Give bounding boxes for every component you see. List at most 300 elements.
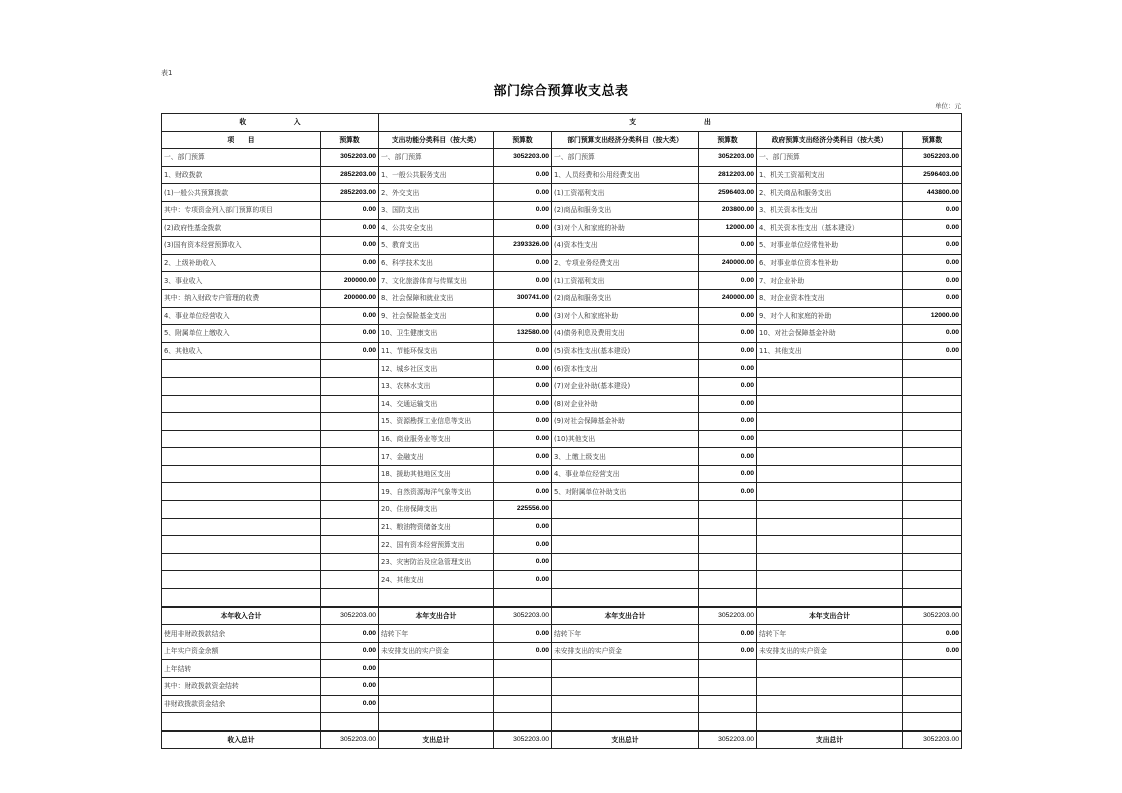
- function-amount: [494, 713, 552, 731]
- total-label: 收入总计: [162, 731, 321, 749]
- dept-econ-item: [552, 536, 699, 554]
- income-amount: [321, 589, 379, 607]
- function-amount: 0.00: [494, 377, 552, 395]
- function-amount: 0.00: [494, 553, 552, 571]
- dept-econ-item: (5)资本性支出(基本建设): [552, 342, 699, 360]
- table-row: [162, 342, 962, 360]
- gov-econ-item: 4、机关资本性支出（基本建设）: [757, 219, 903, 237]
- function-amount: 0.00: [494, 254, 552, 272]
- dept-econ-item: (7)对企业补助(基本建设): [552, 377, 699, 395]
- dept-econ-amount: [699, 536, 757, 554]
- dept-econ-amount: 0.00: [699, 360, 757, 378]
- income-amount: 200000.00: [321, 272, 379, 290]
- function-item: 24、其他支出: [379, 571, 494, 589]
- dept-econ-amount: 12000.00: [699, 219, 757, 237]
- column-header: 预算数: [699, 131, 757, 149]
- gov-econ-amount: 0.00: [903, 625, 962, 643]
- table-row: [162, 413, 962, 431]
- gov-econ-item: 3、机关资本性支出: [757, 201, 903, 219]
- function-amount: 0.00: [494, 184, 552, 202]
- gov-econ-item: [757, 518, 903, 536]
- table-row: [162, 625, 962, 643]
- function-amount: [494, 695, 552, 713]
- income-amount: [321, 536, 379, 554]
- table-row: [162, 589, 962, 607]
- table-row: [162, 642, 962, 660]
- income-amount: 0.00: [321, 642, 379, 660]
- income-amount: [321, 430, 379, 448]
- function-amount: 0.00: [494, 448, 552, 466]
- dept-econ-amount: 0.00: [699, 465, 757, 483]
- dept-econ-amount: 0.00: [699, 272, 757, 290]
- column-header: 项 目: [162, 131, 321, 149]
- dept-econ-item: [552, 589, 699, 607]
- income-item: (1)一般公共预算拨款: [162, 184, 321, 202]
- function-item: 20、住房保障支出: [379, 501, 494, 519]
- income-item: [162, 589, 321, 607]
- gov-econ-amount: [903, 501, 962, 519]
- income-amount: [321, 413, 379, 431]
- gov-econ-amount: [903, 589, 962, 607]
- income-amount: 0.00: [321, 678, 379, 696]
- gov-econ-amount: 0.00: [903, 642, 962, 660]
- gov-econ-amount: [903, 483, 962, 501]
- total-amount: 3052203.00: [321, 731, 379, 749]
- gov-econ-item: [757, 413, 903, 431]
- total-amount: 3052203.00: [699, 607, 757, 625]
- function-item: 18、援助其他地区支出: [379, 465, 494, 483]
- function-item: [379, 695, 494, 713]
- gov-econ-amount: 0.00: [903, 201, 962, 219]
- income-item: 非财政拨款资金结余: [162, 695, 321, 713]
- income-amount: [321, 448, 379, 466]
- function-amount: 3052203.00: [494, 149, 552, 167]
- dept-econ-item: 3、上缴上级支出: [552, 448, 699, 466]
- dept-econ-amount: 0.00: [699, 395, 757, 413]
- function-amount: [494, 660, 552, 678]
- income-amount: 0.00: [321, 307, 379, 325]
- gov-econ-item: [757, 430, 903, 448]
- dept-econ-amount: [699, 678, 757, 696]
- dept-econ-amount: 0.00: [699, 642, 757, 660]
- function-amount: 2393326.00: [494, 237, 552, 255]
- function-amount: 225556.00: [494, 501, 552, 519]
- income-item: [162, 553, 321, 571]
- income-amount: [321, 501, 379, 519]
- income-amount: [321, 713, 379, 731]
- dept-econ-item: (9)对社会保障基金补助: [552, 413, 699, 431]
- dept-econ-amount: 203800.00: [699, 201, 757, 219]
- gov-econ-amount: [903, 678, 962, 696]
- dept-econ-item: [552, 571, 699, 589]
- income-amount: 0.00: [321, 660, 379, 678]
- gov-econ-amount: [903, 413, 962, 431]
- column-header: 预算数: [321, 131, 379, 149]
- gov-econ-amount: 0.00: [903, 325, 962, 343]
- gov-econ-item: [757, 695, 903, 713]
- dept-econ-item: (3)对个人和家庭补助: [552, 307, 699, 325]
- gov-econ-amount: [903, 465, 962, 483]
- gov-econ-item: [757, 360, 903, 378]
- function-item: 一、部门预算: [379, 149, 494, 167]
- function-item: 8、社会保障和就业支出: [379, 289, 494, 307]
- function-item: 17、金融支出: [379, 448, 494, 466]
- gov-econ-item: 8、对企业资本性支出: [757, 289, 903, 307]
- income-amount: [321, 553, 379, 571]
- income-item: [162, 713, 321, 731]
- function-amount: 0.00: [494, 571, 552, 589]
- dept-econ-amount: 240000.00: [699, 254, 757, 272]
- dept-econ-amount: [699, 695, 757, 713]
- table-row: [162, 149, 962, 167]
- function-amount: 0.00: [494, 642, 552, 660]
- table-row: [162, 307, 962, 325]
- dept-econ-item: [552, 660, 699, 678]
- function-item: 23、灾害防治及应急管理支出: [379, 553, 494, 571]
- total-amount: 3052203.00: [699, 731, 757, 749]
- gov-econ-amount: [903, 448, 962, 466]
- dept-econ-amount: 240000.00: [699, 289, 757, 307]
- function-item: 2、外交支出: [379, 184, 494, 202]
- income-item: (3)国有资本经营预算收入: [162, 237, 321, 255]
- function-item: [379, 713, 494, 731]
- function-amount: 300741.00: [494, 289, 552, 307]
- dept-econ-item: [552, 713, 699, 731]
- income-item: 其中：纳入财政专户管理的收费: [162, 289, 321, 307]
- table-row: [162, 430, 962, 448]
- table-row: [162, 678, 962, 696]
- expense-section-header: 支 出: [379, 114, 962, 132]
- function-item: [379, 660, 494, 678]
- dept-econ-item: [552, 518, 699, 536]
- dept-econ-item: 4、事业单位经营支出: [552, 465, 699, 483]
- function-item: 15、资源勘探工业信息等支出: [379, 413, 494, 431]
- income-item: 2、上级补助收入: [162, 254, 321, 272]
- dept-econ-item: (1)工资福利支出: [552, 272, 699, 290]
- dept-econ-amount: 0.00: [699, 448, 757, 466]
- gov-econ-amount: [903, 713, 962, 731]
- income-item: (2)政府性基金拨款: [162, 219, 321, 237]
- gov-econ-amount: [903, 536, 962, 554]
- function-item: 12、城乡社区支出: [379, 360, 494, 378]
- dept-econ-amount: 0.00: [699, 430, 757, 448]
- income-amount: 0.00: [321, 201, 379, 219]
- gov-econ-item: 11、其他支出: [757, 342, 903, 360]
- dept-econ-amount: 0.00: [699, 625, 757, 643]
- dept-econ-amount: 0.00: [699, 377, 757, 395]
- income-amount: 200000.00: [321, 289, 379, 307]
- income-item: 5、附属单位上缴收入: [162, 325, 321, 343]
- gov-econ-amount: [903, 660, 962, 678]
- income-amount: 0.00: [321, 342, 379, 360]
- gov-econ-item: 6、对事业单位资本性补助: [757, 254, 903, 272]
- function-item: 21、粮油物资储备支出: [379, 518, 494, 536]
- dept-econ-item: (10)其他支出: [552, 430, 699, 448]
- table-row: [162, 272, 962, 290]
- year-total-row: [162, 607, 962, 625]
- income-item: 使用非财政拨款结余: [162, 625, 321, 643]
- total-amount: 3052203.00: [903, 607, 962, 625]
- function-item: 5、教育支出: [379, 237, 494, 255]
- income-item: [162, 360, 321, 378]
- income-item: 其中：财政拨款资金结转: [162, 678, 321, 696]
- gov-econ-item: [757, 465, 903, 483]
- dept-econ-item: [552, 678, 699, 696]
- function-item: [379, 589, 494, 607]
- income-item: 上年实户资金余额: [162, 642, 321, 660]
- income-item: [162, 395, 321, 413]
- grand-total-row: [162, 731, 962, 749]
- total-amount: 3052203.00: [903, 731, 962, 749]
- income-item: [162, 448, 321, 466]
- dept-econ-amount: [699, 713, 757, 731]
- income-amount: [321, 395, 379, 413]
- income-item: [162, 501, 321, 519]
- income-item: [162, 430, 321, 448]
- function-amount: 0.00: [494, 272, 552, 290]
- income-item: 上年结转: [162, 660, 321, 678]
- function-amount: [494, 589, 552, 607]
- function-amount: 132580.00: [494, 325, 552, 343]
- income-amount: [321, 465, 379, 483]
- dept-econ-amount: 3052203.00: [699, 149, 757, 167]
- table-row: [162, 695, 962, 713]
- income-amount: 2852203.00: [321, 184, 379, 202]
- function-amount: 0.00: [494, 625, 552, 643]
- dept-econ-amount: 2596403.00: [699, 184, 757, 202]
- total-amount: 3052203.00: [321, 607, 379, 625]
- income-item: 一、部门预算: [162, 149, 321, 167]
- function-item: 6、科学技术支出: [379, 254, 494, 272]
- income-item: [162, 465, 321, 483]
- income-item: 1、财政拨款: [162, 166, 321, 184]
- function-item: 7、文化旅游体育与传媒支出: [379, 272, 494, 290]
- table-row: [162, 536, 962, 554]
- gov-econ-item: [757, 395, 903, 413]
- function-amount: 0.00: [494, 395, 552, 413]
- income-amount: [321, 377, 379, 395]
- income-item: [162, 377, 321, 395]
- dept-econ-item: [552, 695, 699, 713]
- dept-econ-item: (2)商品和服务支出: [552, 201, 699, 219]
- income-amount: [321, 518, 379, 536]
- total-label: 本年支出合计: [552, 607, 699, 625]
- table-row: [162, 501, 962, 519]
- total-label: 本年支出合计: [379, 607, 494, 625]
- function-amount: 0.00: [494, 307, 552, 325]
- page-title: 部门综合预算收支总表: [493, 84, 629, 99]
- function-item: [379, 678, 494, 696]
- dept-econ-amount: 0.00: [699, 325, 757, 343]
- dept-econ-item: (3)对个人和家庭的补助: [552, 219, 699, 237]
- gov-econ-amount: [903, 360, 962, 378]
- income-amount: 0.00: [321, 254, 379, 272]
- column-header: 支出功能分类科目（按大类）: [379, 131, 494, 149]
- gov-econ-amount: [903, 395, 962, 413]
- function-amount: 0.00: [494, 430, 552, 448]
- income-amount: 2852203.00: [321, 166, 379, 184]
- table-row: [162, 395, 962, 413]
- income-amount: 0.00: [321, 625, 379, 643]
- gov-econ-amount: 0.00: [903, 289, 962, 307]
- income-amount: [321, 571, 379, 589]
- table-row: [162, 518, 962, 536]
- dept-econ-item: (4)债务利息及费用支出: [552, 325, 699, 343]
- income-item: 其中：专项资金列入部门预算的项目: [162, 201, 321, 219]
- dept-econ-item: 结转下年: [552, 625, 699, 643]
- gov-econ-item: 未安排支出的实户资金: [757, 642, 903, 660]
- total-label: 支出总计: [552, 731, 699, 749]
- dept-econ-amount: 0.00: [699, 237, 757, 255]
- gov-econ-item: 一、部门预算: [757, 149, 903, 167]
- income-item: [162, 536, 321, 554]
- gov-econ-item: 7、对企业补助: [757, 272, 903, 290]
- dept-econ-item: (8)对企业补助: [552, 395, 699, 413]
- column-header-row: [162, 131, 962, 149]
- dept-econ-item: 5、对附属单位补助支出: [552, 483, 699, 501]
- table-row: [162, 483, 962, 501]
- function-amount: 0.00: [494, 518, 552, 536]
- gov-econ-item: 10、对社会保障基金补助: [757, 325, 903, 343]
- gov-econ-amount: 0.00: [903, 254, 962, 272]
- dept-econ-item: (1)工资福利支出: [552, 184, 699, 202]
- dept-econ-item: (4)资本性支出: [552, 237, 699, 255]
- dept-econ-item: (6)资本性支出: [552, 360, 699, 378]
- table-row: [162, 184, 962, 202]
- income-item: [162, 413, 321, 431]
- table-row: [162, 237, 962, 255]
- function-amount: 0.00: [494, 360, 552, 378]
- table-number-label: 表1: [161, 69, 173, 77]
- function-item: 未安排支出的实户资金: [379, 642, 494, 660]
- gov-econ-amount: 0.00: [903, 342, 962, 360]
- dept-econ-item: [552, 553, 699, 571]
- income-amount: 0.00: [321, 237, 379, 255]
- income-item: 6、其他收入: [162, 342, 321, 360]
- gov-econ-item: [757, 377, 903, 395]
- gov-econ-amount: [903, 518, 962, 536]
- function-amount: 0.00: [494, 536, 552, 554]
- income-amount: 3052203.00: [321, 149, 379, 167]
- income-amount: [321, 483, 379, 501]
- dept-econ-amount: 2812203.00: [699, 166, 757, 184]
- income-item: 4、事业单位经营收入: [162, 307, 321, 325]
- gov-econ-item: [757, 678, 903, 696]
- gov-econ-amount: [903, 553, 962, 571]
- total-amount: 3052203.00: [494, 731, 552, 749]
- dept-econ-amount: [699, 589, 757, 607]
- gov-econ-item: [757, 501, 903, 519]
- gov-econ-amount: [903, 377, 962, 395]
- gov-econ-amount: 2596403.00: [903, 166, 962, 184]
- dept-econ-item: (2)商品和服务支出: [552, 289, 699, 307]
- table-row: [162, 166, 962, 184]
- gov-econ-item: 9、对个人和家庭的补助: [757, 307, 903, 325]
- dept-econ-item: 1、人员经费和公用经费支出: [552, 166, 699, 184]
- dept-econ-amount: 0.00: [699, 413, 757, 431]
- table-row: [162, 377, 962, 395]
- function-amount: 0.00: [494, 166, 552, 184]
- income-item: [162, 571, 321, 589]
- unit-label: 单位：元: [935, 102, 961, 110]
- column-header: 政府预算支出经济分类科目（按大类）: [757, 131, 903, 149]
- gov-econ-item: [757, 571, 903, 589]
- function-item: 10、卫生健康支出: [379, 325, 494, 343]
- table-row: [162, 465, 962, 483]
- gov-econ-amount: 443800.00: [903, 184, 962, 202]
- dept-econ-item: 2、专项业务经费支出: [552, 254, 699, 272]
- income-item: [162, 483, 321, 501]
- gov-econ-amount: 12000.00: [903, 307, 962, 325]
- function-item: 22、国有资本经营预算支出: [379, 536, 494, 554]
- table-row: [162, 254, 962, 272]
- income-item: 3、事业收入: [162, 272, 321, 290]
- total-amount: 3052203.00: [494, 607, 552, 625]
- total-label: 本年收入合计: [162, 607, 321, 625]
- function-item: 9、社会保险基金支出: [379, 307, 494, 325]
- gov-econ-item: [757, 589, 903, 607]
- budget-table: [161, 113, 962, 749]
- table-row: [162, 713, 962, 731]
- income-item: [162, 518, 321, 536]
- table-row: [162, 553, 962, 571]
- table-row: [162, 660, 962, 678]
- function-amount: [494, 678, 552, 696]
- gov-econ-amount: [903, 430, 962, 448]
- table-row: [162, 360, 962, 378]
- dept-econ-amount: [699, 501, 757, 519]
- gov-econ-item: [757, 553, 903, 571]
- gov-econ-item: 1、机关工资福利支出: [757, 166, 903, 184]
- function-amount: 0.00: [494, 201, 552, 219]
- dept-econ-amount: [699, 553, 757, 571]
- table-row: [162, 219, 962, 237]
- column-header: 预算数: [903, 131, 962, 149]
- dept-econ-amount: 0.00: [699, 342, 757, 360]
- function-item: 16、商业服务业等支出: [379, 430, 494, 448]
- gov-econ-amount: 0.00: [903, 237, 962, 255]
- gov-econ-item: [757, 483, 903, 501]
- gov-econ-item: 结转下年: [757, 625, 903, 643]
- table-row: [162, 571, 962, 589]
- dept-econ-item: [552, 501, 699, 519]
- function-item: 19、自然资源海洋气象等支出: [379, 483, 494, 501]
- income-section-header: 收 入: [162, 114, 379, 132]
- gov-econ-amount: [903, 571, 962, 589]
- function-item: 1、一般公共服务支出: [379, 166, 494, 184]
- dept-econ-item: 一、部门预算: [552, 149, 699, 167]
- gov-econ-amount: [903, 695, 962, 713]
- function-amount: 0.00: [494, 219, 552, 237]
- dept-econ-amount: [699, 571, 757, 589]
- dept-econ-item: 未安排支出的实户资金: [552, 642, 699, 660]
- income-amount: [321, 360, 379, 378]
- table-row: [162, 325, 962, 343]
- function-item: 3、国防支出: [379, 201, 494, 219]
- total-label: 本年支出合计: [757, 607, 903, 625]
- function-amount: 0.00: [494, 413, 552, 431]
- gov-econ-amount: 0.00: [903, 272, 962, 290]
- table-row: [162, 448, 962, 466]
- gov-econ-item: [757, 713, 903, 731]
- dept-econ-amount: [699, 518, 757, 536]
- table-row: [162, 201, 962, 219]
- gov-econ-item: [757, 536, 903, 554]
- gov-econ-item: 2、机关商品和服务支出: [757, 184, 903, 202]
- gov-econ-item: [757, 660, 903, 678]
- income-amount: 0.00: [321, 325, 379, 343]
- gov-econ-item: 5、对事业单位经常性补助: [757, 237, 903, 255]
